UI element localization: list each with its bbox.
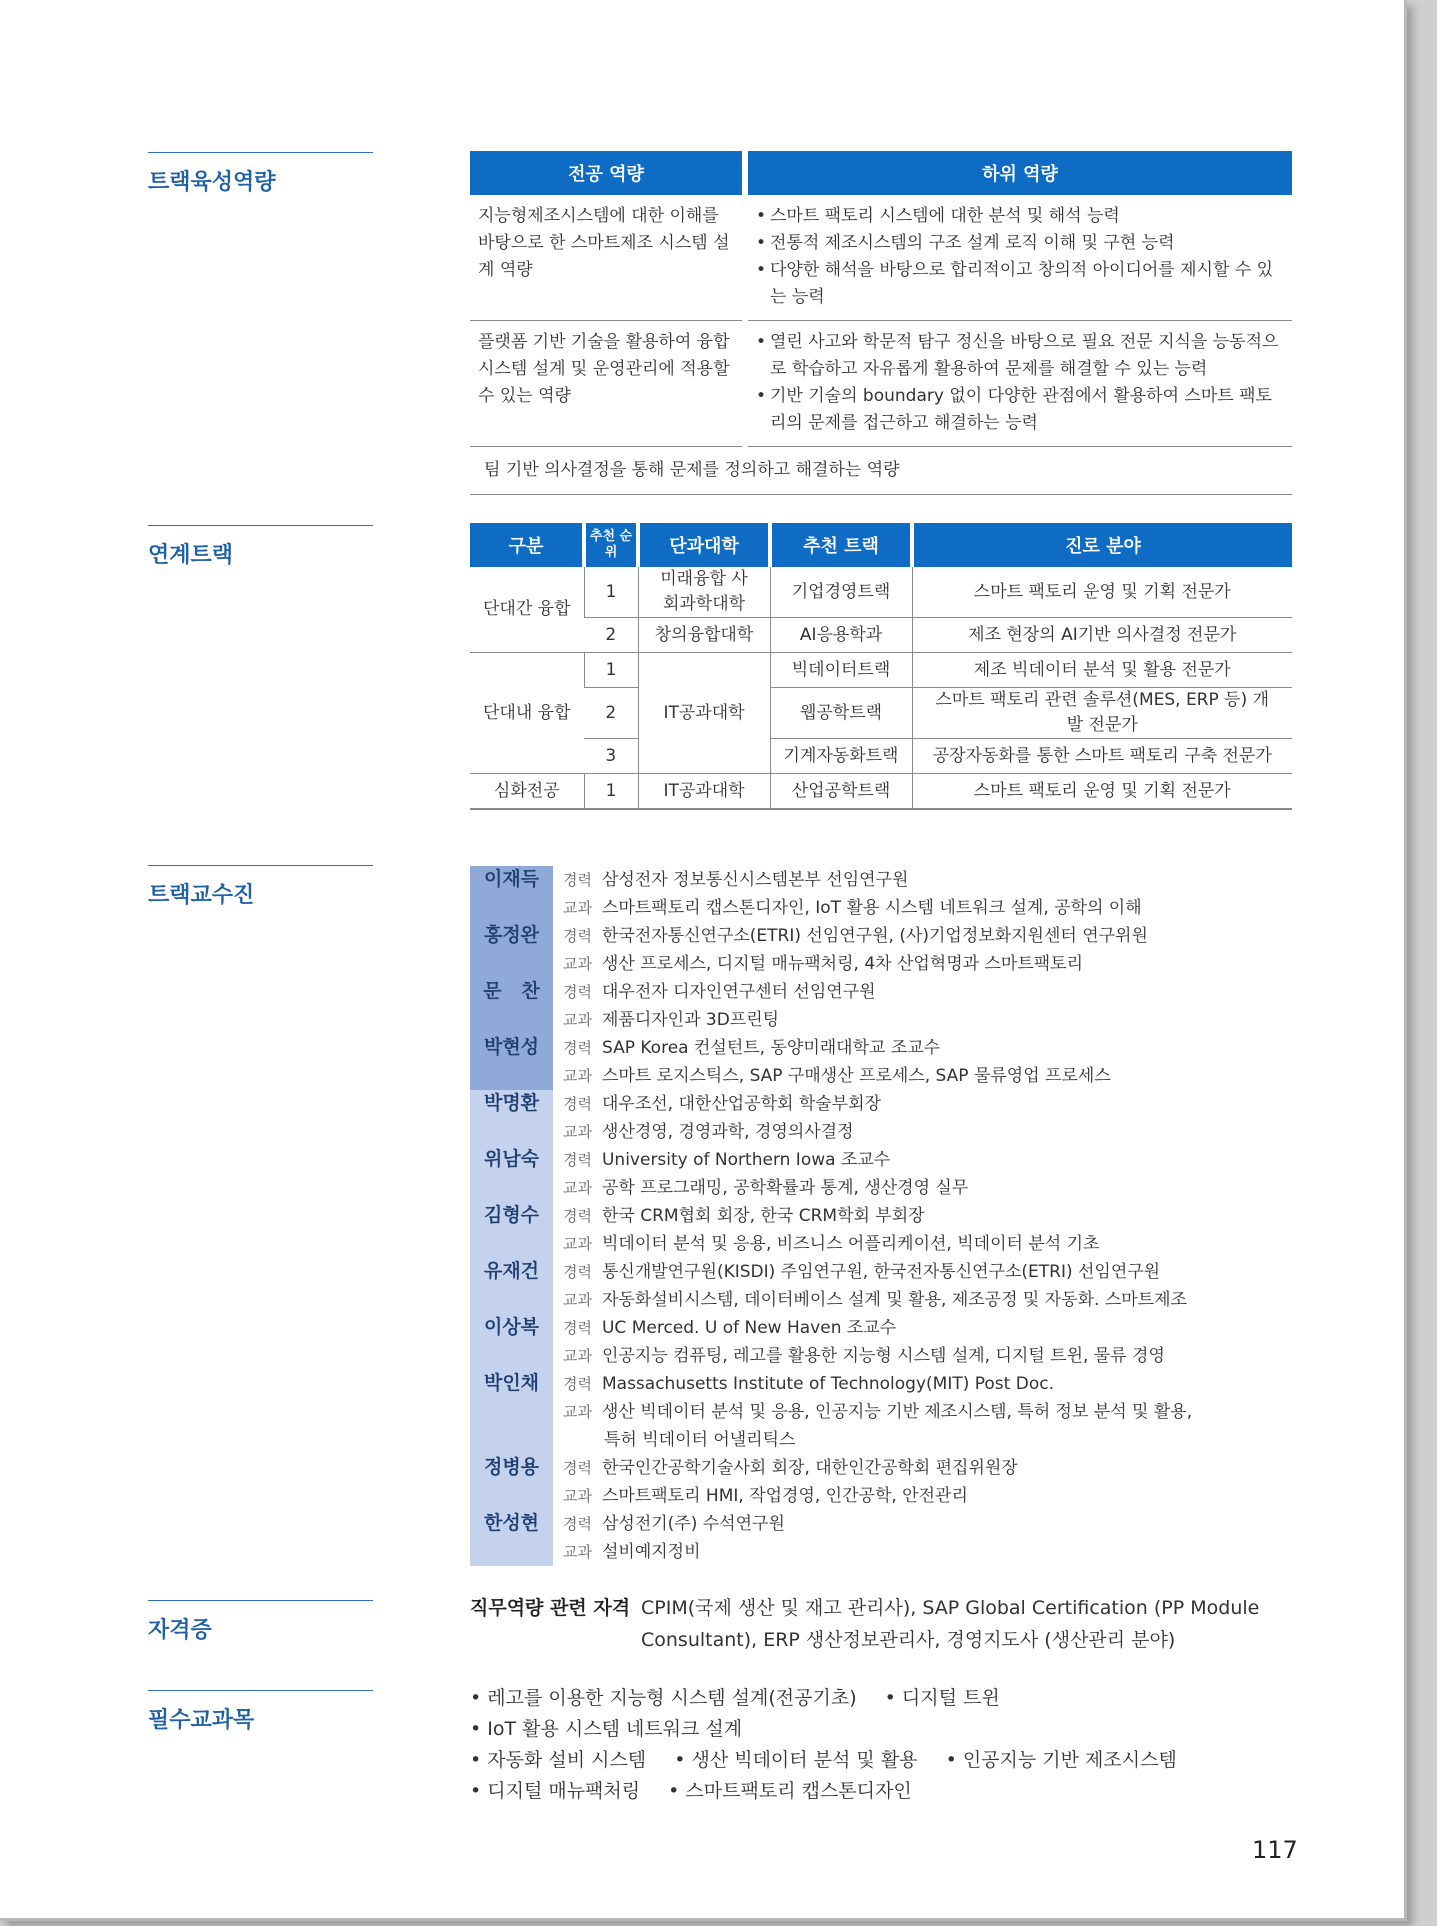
faculty-career: 경력 Massachusetts Institute of Technology(MIT) Post Doc. — [563, 1374, 1054, 1394]
list-item — [470, 922, 1300, 978]
track-cell: 빅데이터트랙 — [770, 653, 912, 688]
required-course: • 생산 빅데이터 분석 및 활용 — [674, 1749, 918, 1771]
faculty-career: 경력 한국인간공학기술사회 회장, 대한인간공학회 편집위원장 — [563, 1458, 1018, 1478]
table-row — [470, 653, 1292, 688]
group-type: 심화전공 — [470, 774, 584, 810]
faculty-courses: 교과 인공지능 컴퓨팅, 레고를 활용한 지능형 시스템 설계, 디지털 트윈, 물류 경영 — [563, 1346, 1165, 1366]
faculty-career: 경력 통신개발연구원(KISDI) 주임연구원, 한국전자통신연구소(ETRI) 선임연구원 — [563, 1262, 1161, 1282]
required-course: • 인공지능 기반 제조시스템 — [945, 1749, 1177, 1771]
rank-cell: 1 — [584, 567, 638, 618]
section-title-competency: 트랙육성역량 — [148, 152, 373, 196]
required-course: • 스마트팩토리 캡스톤디자인 — [668, 1780, 912, 1802]
faculty-courses: 교과 설비예지정비 — [563, 1542, 701, 1562]
list-item — [470, 1258, 1300, 1314]
required-course-line — [470, 1745, 1300, 1776]
career-cell: 공장자동화를 통한 스마트 팩토리 구축 전문가 — [912, 739, 1292, 774]
faculty-courses: 교과 빅데이터 분석 및 응용, 비즈니스 어플리케이션, 빅데이터 분석 기초 — [563, 1234, 1100, 1254]
faculty-career: 경력 한국전자통신연구소(ETRI) 선임연구원, (사)기업정보화지원센터 연구위원 — [563, 926, 1148, 946]
list-item — [470, 1090, 1300, 1146]
header-sub-competency: 하위 역량 — [745, 151, 1292, 195]
table-row — [470, 195, 1292, 321]
career-cell: 제조 현장의 AI기반 의사결정 전문가 — [912, 618, 1292, 653]
list-item: • 전통적 제조시스템의 구조 설계 로직 이해 및 구현 능력 — [756, 230, 1286, 257]
section-title-cert: 자격증 — [148, 1600, 373, 1644]
faculty-name: 유재건 — [470, 1258, 553, 1314]
faculty-courses-continued: 특허 빅데이터 어낼리틱스 — [604, 1430, 796, 1450]
section-title-faculty: 트랙교수진 — [148, 865, 373, 909]
list-item — [470, 1146, 1300, 1202]
major-competency: 지능형제조시스템에 대한 이해를 바탕으로 한 스마트제조 시스템 설계 역량 — [470, 195, 745, 321]
career-cell: 스마트 팩토리 운영 및 기획 전문가 — [912, 774, 1292, 810]
page-number: 117 — [1252, 1836, 1298, 1864]
list-item — [470, 866, 1300, 922]
faculty-career: 경력 UC Merced. U of New Haven 조교수 — [563, 1318, 897, 1338]
faculty-career: 경력 SAP Korea 컨설턴트, 동양미래대학교 조교수 — [563, 1038, 941, 1058]
faculty-courses: 교과 스마트팩토리 캡스톤디자인, IoT 활용 시스템 네트워크 설계, 공학의 이해 — [563, 898, 1142, 918]
faculty-name: 박현성 — [470, 1034, 553, 1090]
header-major-competency: 전공 역량 — [470, 151, 745, 195]
track-cell: AI응용학과 — [770, 618, 912, 653]
section-title-required: 필수교과목 — [148, 1690, 373, 1734]
group-type: 단대내 융합 — [470, 653, 584, 774]
faculty-career: 경력 한국 CRM협회 회장, 한국 CRM학회 부회장 — [563, 1206, 925, 1226]
faculty-name: 문 찬 — [470, 978, 553, 1034]
faculty-career: 경력 삼성전자 정보통신시스템본부 선임연구원 — [563, 870, 909, 890]
sub-competency-cell — [745, 195, 1292, 321]
header-career: 진로 분야 — [912, 523, 1292, 567]
college-cell: IT공과대학 — [638, 774, 770, 810]
faculty-courses: 교과 스마트팩토리 HMI, 작업경영, 인간공학, 안전관리 — [563, 1486, 968, 1506]
faculty-name: 박명환 — [470, 1090, 553, 1146]
faculty-list — [470, 866, 1300, 1566]
list-item: • 열린 사고와 학문적 탐구 정신을 바탕으로 필요 전문 지식을 능동적으로 학습하고 자유롭게 활용하여 문제를 해결할 수 있는 능력 — [756, 329, 1286, 383]
list-item: • 기반 기술의 boundary 없이 다양한 관점에서 활용하여 스마트 팩토리의 문제를 접근하고 해결하는 능력 — [756, 383, 1286, 437]
link-track-table — [470, 523, 1292, 810]
required-course-line — [470, 1776, 1300, 1807]
track-cell: 기계자동화트랙 — [770, 739, 912, 774]
faculty-career: 경력 대우전자 디자인연구센터 선임연구원 — [563, 982, 876, 1002]
faculty-name: 김형수 — [470, 1202, 553, 1258]
list-item — [470, 1202, 1300, 1258]
faculty-name: 홍정완 — [470, 922, 553, 978]
faculty-career: 경력 삼성전기(주) 수석연구원 — [563, 1514, 785, 1534]
career-cell: 스마트 팩토리 관련 솔루션(MES, ERP 등) 개발 전문가 — [912, 688, 1292, 739]
list-item: • 스마트 팩토리 시스템에 대한 분석 및 해석 능력 — [756, 203, 1286, 230]
faculty-courses: 교과 제품디자인과 3D프린팅 — [563, 1010, 780, 1030]
competency-table — [470, 151, 1292, 495]
faculty-name: 이재득 — [470, 866, 553, 922]
list-item — [470, 1314, 1300, 1370]
college-cell: IT공과대학 — [638, 653, 770, 774]
table-row — [470, 567, 1292, 618]
faculty-name: 위남숙 — [470, 1146, 553, 1202]
list-item — [470, 978, 1300, 1034]
header-rank: 추천 순위 — [584, 523, 638, 567]
required-course-line — [470, 1683, 1300, 1745]
faculty-courses: 교과 생산 빅데이터 분석 및 응용, 인공지능 기반 제조시스템, 특허 정보 분석 및 활용, — [563, 1402, 1193, 1422]
college-cell: 미래융합 사회과학대학 — [638, 567, 770, 618]
section-title-link: 연계트랙 — [148, 525, 373, 569]
sub-competency-cell — [745, 321, 1292, 447]
table-row — [470, 739, 1292, 774]
required-course: • 레고를 이용한 지능형 시스템 설계(전공기초) — [470, 1687, 857, 1709]
list-item — [470, 1370, 1300, 1454]
required-course: • IoT 활용 시스템 네트워크 설계 — [470, 1718, 743, 1740]
track-cell: 기업경영트랙 — [770, 567, 912, 618]
list-item — [470, 1454, 1300, 1510]
rank-cell: 2 — [584, 688, 638, 739]
track-cell: 산업공학트랙 — [770, 774, 912, 810]
faculty-name: 박인채 — [470, 1370, 553, 1454]
faculty-courses: 교과 생산경영, 경영과학, 경영의사결정 — [563, 1122, 854, 1142]
faculty-courses: 교과 생산 프로세스, 디지털 매뉴팩처링, 4차 산업혁명과 스마트팩토리 — [563, 954, 1084, 974]
header-category: 구분 — [470, 523, 584, 567]
header-track: 추천 트랙 — [770, 523, 912, 567]
required-course: • 디지털 매뉴팩처링 — [470, 1780, 641, 1802]
required-course: • 디지털 트윈 — [884, 1687, 1000, 1709]
rank-cell: 1 — [584, 653, 638, 688]
faculty-name: 이상복 — [470, 1314, 553, 1370]
faculty-courses: 교과 스마트 로지스틱스, SAP 구매생산 프로세스, SAP 물류영업 프로세스 — [563, 1066, 1111, 1086]
table-row — [470, 774, 1292, 810]
faculty-courses: 교과 공학 프로그래밍, 공학확률과 통계, 생산경영 실무 — [563, 1178, 969, 1198]
faculty-career: 경력 University of Northern Iowa 조교수 — [563, 1150, 891, 1170]
career-cell: 스마트 팩토리 운영 및 기획 전문가 — [912, 567, 1292, 618]
major-competency: 플랫폼 기반 기술을 활용하여 융합 시스템 설계 및 운영관리에 적용할 수 있는 역량 — [470, 321, 745, 447]
faculty-courses: 교과 자동화설비시스템, 데이터베이스 설계 및 활용, 제조공정 및 자동화. 스마트제조 — [563, 1290, 1187, 1310]
college-cell: 창의융합대학 — [638, 618, 770, 653]
required-courses — [470, 1683, 1300, 1807]
faculty-career: 경력 대우조선, 대한산업공학회 학술부회장 — [563, 1094, 881, 1114]
header-college: 단과대학 — [638, 523, 770, 567]
required-course: • 자동화 설비 시스템 — [470, 1749, 647, 1771]
rank-cell: 1 — [584, 774, 638, 810]
table-row — [470, 618, 1292, 653]
table-row — [470, 321, 1292, 447]
cert-label: 직무역량 관련 자격 — [470, 1597, 631, 1619]
rank-cell: 3 — [584, 739, 638, 774]
list-item: • 다양한 해석을 바탕으로 합리적이고 창의적 아이디어를 제시할 수 있는 능력 — [756, 257, 1286, 311]
rank-cell: 2 — [584, 618, 638, 653]
cert-text: CPIM(국제 생산 및 재고 관리사), SAP Global Certification (PP Module Consultant), ERP 생산정보관리사, 경영지도사 (생산관리 분야) — [641, 1597, 1260, 1651]
track-cell: 웹공학트랙 — [770, 688, 912, 739]
list-item — [470, 1510, 1300, 1566]
faculty-name: 한성현 — [470, 1510, 553, 1566]
group-type: 단대간 융합 — [470, 567, 584, 653]
table-row — [470, 688, 1292, 739]
full-row-competency: 팀 기반 의사결정을 통해 문제를 정의하고 해결하는 역량 — [470, 447, 1292, 495]
faculty-name: 정병용 — [470, 1454, 553, 1510]
table-row — [470, 447, 1292, 495]
list-item — [470, 1034, 1300, 1090]
career-cell: 제조 빅데이터 분석 및 활용 전문가 — [912, 653, 1292, 688]
